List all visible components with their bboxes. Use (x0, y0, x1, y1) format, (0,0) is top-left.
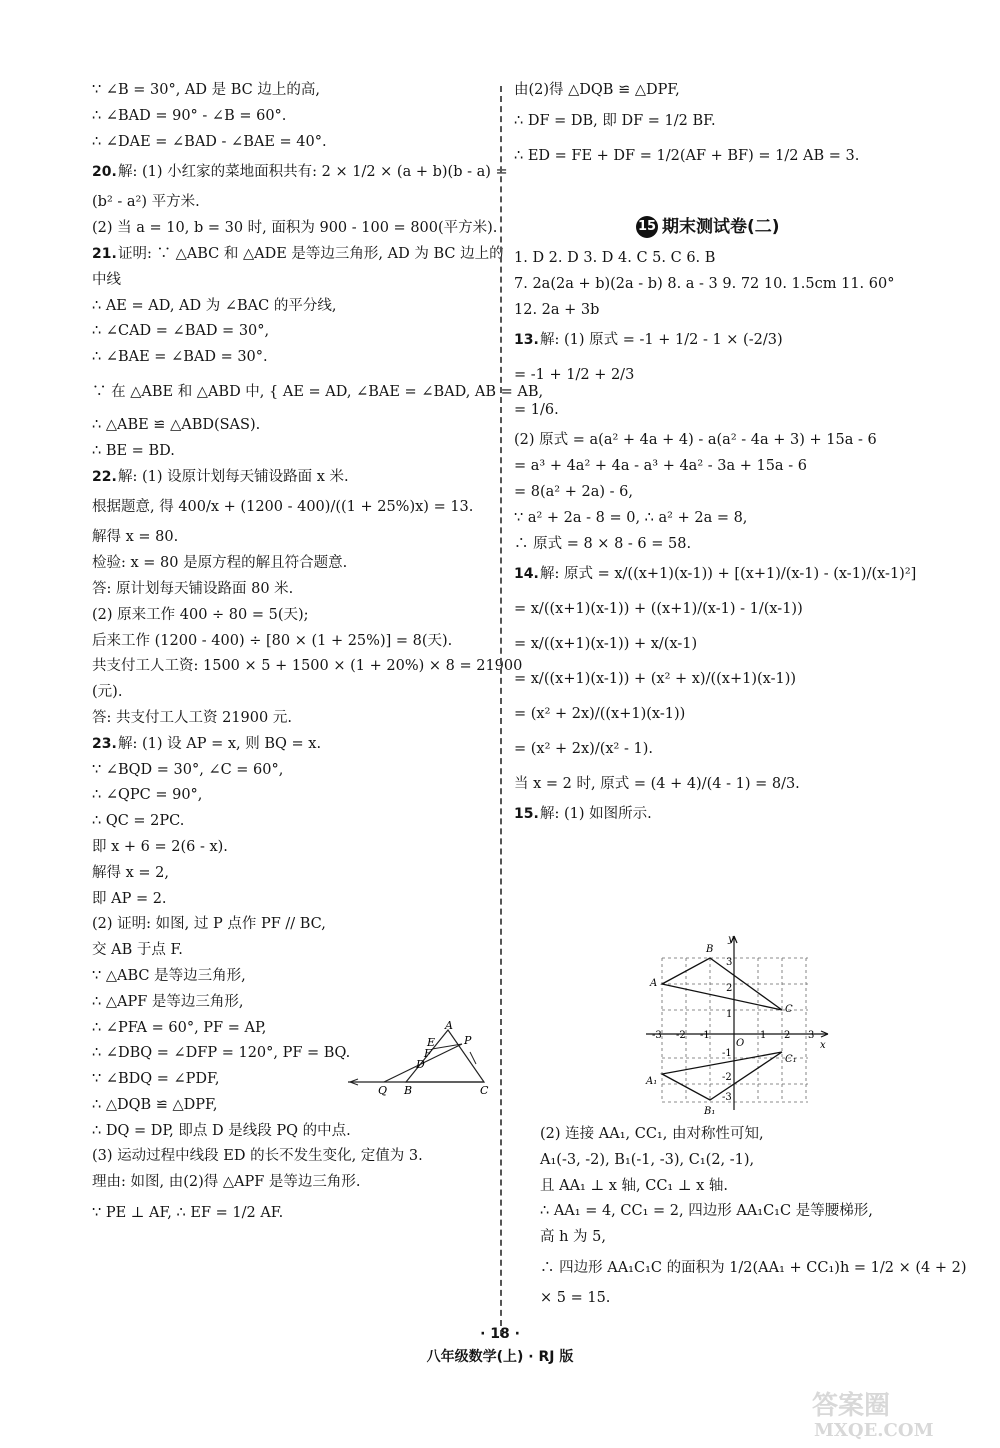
problem-number: 21. (92, 245, 117, 262)
label-D: D (416, 1058, 425, 1071)
line-text: ∵ ∠BDQ = ∠PDF, (92, 1071, 220, 1088)
left-line (92, 990, 487, 1016)
problem-number: 14. (514, 566, 539, 583)
problem-number: 20. (92, 164, 117, 181)
line-text: = a³ + 4a² + 4a - a³ + 4a² - 3a + 15a - 6 (514, 458, 807, 475)
right-line (514, 428, 914, 454)
line-text: ∴ 原式 = 8 × 8 - 6 = 58. (514, 535, 692, 552)
line-text: ∴ DQ = DP, 即点 D 是线段 PQ 的中点. (92, 1122, 351, 1139)
right-top-line (514, 104, 914, 139)
line-text: ∴ ∠DBQ = ∠DFP = 120°, PF = BQ. (92, 1045, 351, 1062)
x-tick-1: 1 (760, 1030, 767, 1041)
left-line (92, 490, 487, 525)
right-bottom-line (540, 1174, 940, 1200)
left-line (92, 1144, 487, 1170)
left-line (92, 268, 487, 294)
line-text: 7. 2a(2a + b)(2a - b) 8. a - 3 9. 72 10. 1.5cm 11. 60° (514, 275, 895, 292)
left-line (92, 629, 487, 655)
y-tick-3: 3 (726, 957, 733, 968)
line-text: 解: (1) 原式 = -1 + 1/2 - 1 × (-2/3) (540, 332, 783, 349)
line-text: 即 x + 6 = 2(6 - x). (92, 838, 228, 855)
line-text: ∴ ∠PFA = 60°, PF = AP, (92, 1019, 267, 1036)
line-text: ∵ 在 △ABE 和 △ABD 中, { AE = AD, ∠BAE = ∠BAD, AB = AB, (92, 383, 544, 400)
left-line (92, 680, 487, 706)
right-line (514, 246, 914, 272)
line-text: ∴ △ABE ≌ △ABD(SAS). (92, 416, 261, 433)
line-text: (2) 原式 = a(a² + 4a + 4) - a(a² - 4a + 3) + 15a - 6 (514, 432, 877, 449)
line-text: 后来工作 (1200 - 400) ÷ [80 × (1 + 25%)] = 8(天). (92, 632, 453, 649)
line-text: ∴ AE = AD, AD 为 ∠BAC 的平分线, (92, 297, 337, 314)
line-text: 答: 共支付工人工资 21900 元. (92, 709, 292, 726)
line-text: 中线 (92, 271, 121, 288)
line-text: 解: 原式 = x/((x+1)(x-1)) + [(x+1)/(x-1) - (x-1)/(x-1)²] (540, 566, 917, 583)
left-line (92, 465, 487, 491)
problem-number: 22. (92, 468, 117, 485)
right-column (514, 246, 917, 828)
line-text: 根据题意, 得 400/x + (1200 - 400)/((1 + 25%)x) = 13. (92, 499, 474, 516)
line-text: ∴ DF = DB, 即 DF = 1/2 BF. (514, 112, 716, 129)
page-number: · 18 · (480, 1326, 520, 1342)
line-text: 12. 2a + 3b (514, 301, 600, 318)
line-text: 证明: ∵ △ABC 和 △ADE 是等边三角形, AD 为 BC 边上的 (118, 245, 504, 262)
left-line (92, 525, 487, 551)
left-line (92, 413, 487, 439)
line-text: ∵ △ABC 是等边三角形, (92, 967, 246, 984)
line-text: (3) 运动过程中线段 ED 的长不发生变化, 定值为 3. (92, 1148, 423, 1165)
line-text: 解: (1) 设 AP = x, 则 BQ = x. (118, 735, 322, 752)
right-line (514, 802, 914, 828)
x-tick-neg1: -1 (700, 1030, 710, 1041)
point-C: C (785, 1004, 793, 1015)
left-line (92, 654, 523, 680)
right-bottom-line (540, 1148, 940, 1174)
left-line (92, 216, 498, 242)
line-text: 当 x = 2 时, 原式 = (4 + 4)/(4 - 1) = 8/3. (514, 776, 800, 793)
right-column-top (514, 78, 914, 174)
watermark-text: 答案圈 (812, 1391, 891, 1421)
line-text: = (x² + 2x)/((x+1)(x-1)) (514, 706, 686, 723)
left-line (92, 706, 487, 732)
line-text: 解: (1) 设原计划每天铺设路面 x 米. (118, 468, 349, 485)
section-title (636, 212, 780, 238)
right-line (514, 697, 914, 732)
line-text: ∵ a² + 2a - 8 = 0, ∴ a² + 2a = 8, (514, 509, 748, 526)
line-text: A₁(-3, -2), B₁(-1, -3), C₁(2, -1), (540, 1151, 755, 1168)
point-B1: B₁ (704, 1106, 716, 1117)
line-text: = x/((x+1)(x-1)) + ((x+1)/(x-1) - 1/(x-1)) (514, 601, 803, 618)
right-line (514, 662, 914, 697)
line-text: 由(2)得 △DQB ≌ △DPF, (514, 82, 680, 98)
left-line (92, 345, 487, 371)
column-divider (500, 86, 502, 1336)
line-text: ∵ PE ⊥ AF, ∴ EF = 1/2 AF. (92, 1205, 284, 1222)
left-line (92, 439, 487, 465)
point-A: A (650, 978, 658, 989)
y-tick-1: 1 (726, 1009, 733, 1020)
left-line (92, 964, 487, 990)
line-text: 答: 原计划每天铺设路面 80 米. (92, 580, 294, 597)
right-line (514, 532, 914, 558)
right-bottom-line (540, 1286, 940, 1312)
line-text: 高 h 为 5, (540, 1229, 607, 1246)
line-text: × 5 = 15. (540, 1289, 611, 1306)
line-text: (2) 当 a = 10, b = 30 时, 面积为 900 - 100 = 800(平方米). (92, 220, 498, 237)
x-tick-3: 3 (808, 1030, 815, 1041)
line-text: ∵ ∠BQD = 30°, ∠C = 60°, (92, 761, 284, 778)
left-line (92, 912, 487, 938)
x-tick-neg3: -3 (652, 1030, 662, 1041)
x-tick-2: 2 (784, 1030, 791, 1041)
line-text: (2) 原来工作 400 ÷ 80 = 5(天); (92, 606, 309, 623)
left-line (92, 835, 487, 861)
right-bottom-line (540, 1199, 940, 1225)
left-line (92, 242, 504, 268)
left-line (92, 130, 487, 156)
line-text: = -1 + 1/2 + 2/3 (514, 367, 635, 384)
left-line (92, 1119, 487, 1145)
right-line (514, 627, 914, 662)
watermark-logo (806, 1384, 986, 1440)
right-line (514, 732, 914, 767)
label-C: C (480, 1084, 489, 1097)
left-line (92, 887, 487, 913)
right-line (514, 454, 914, 480)
line-text: 检验: x = 80 是原方程的解且符合题意. (92, 555, 348, 572)
right-line (514, 767, 914, 802)
book-title: 八年级数学(上) · RJ 版 (426, 1349, 574, 1365)
right-column-bottom (540, 1122, 967, 1312)
axis-x-label: x (820, 1040, 826, 1051)
left-line (92, 294, 487, 320)
line-text: 理由: 如图, 由(2)得 △APF 是等边三角形. (92, 1174, 361, 1191)
left-line (92, 155, 508, 190)
left-line (92, 783, 487, 809)
right-bottom-line (540, 1122, 940, 1148)
right-top-line (514, 78, 914, 104)
right-top-line (514, 139, 914, 174)
origin-label: O (736, 1038, 745, 1049)
line-text: (2) 连接 AA₁, CC₁, 由对称性可知, (540, 1126, 764, 1142)
left-line (92, 603, 487, 629)
x-tick-neg2: -2 (676, 1030, 686, 1041)
line-text: ∴ QC = 2PC. (92, 813, 185, 830)
line-text: 即 AP = 2. (92, 890, 167, 907)
right-line (514, 480, 914, 506)
problem-number: 15. (514, 806, 539, 823)
right-bottom-line (540, 1225, 940, 1251)
right-line (514, 323, 914, 358)
line-text: ∴ △APF 是等边三角形, (92, 993, 244, 1010)
line-text: = (x² + 2x)/(x² - 1). (514, 741, 653, 758)
right-line (514, 557, 917, 592)
section-number-badge: 15 (636, 216, 658, 238)
right-line (514, 393, 914, 428)
label-F: F (424, 1047, 432, 1060)
left-line (92, 319, 487, 345)
line-text: ∴ BE = BD. (92, 442, 175, 459)
y-tick-neg2: -2 (722, 1072, 732, 1083)
line-text: ∴ ∠BAE = ∠BAD = 30°. (92, 349, 268, 366)
left-line (92, 577, 487, 603)
left-line (92, 938, 487, 964)
line-text: = 8(a² + 2a) - 6, (514, 483, 633, 500)
left-line (92, 1196, 487, 1231)
line-text: ∴ ∠CAD = ∠BAD = 30°, (92, 323, 270, 340)
label-E: E (427, 1036, 436, 1049)
line-text: 解: (1) 如图所示. (540, 806, 652, 823)
line-text: 解得 x = 80. (92, 529, 179, 546)
line-text: 共支付工人工资: 1500 × 5 + 1500 × (1 + 20%) × 8 = 21900 (92, 658, 523, 675)
section-title-text: 期末测试卷(二) (662, 217, 780, 237)
line-text: 解得 x = 2, (92, 864, 169, 881)
line-text: 且 AA₁ ⊥ x 轴, CC₁ ⊥ x 轴. (540, 1177, 728, 1194)
label-P: P (464, 1034, 472, 1047)
right-line (514, 358, 914, 393)
left-line (92, 371, 544, 413)
line-text: 1. D 2. D 3. D 4. C 5. C 6. B (514, 250, 716, 266)
left-line (92, 190, 487, 216)
line-text: (2) 证明: 如图, 过 P 点作 PF // BC, (92, 916, 326, 933)
line-text: (b² - a²) 平方米. (92, 194, 200, 211)
left-line (92, 758, 487, 784)
label-A: A (445, 1019, 453, 1032)
right-line (514, 592, 914, 627)
line-text: = x/((x+1)(x-1)) + x/(x-1) (514, 636, 698, 653)
left-line (92, 1170, 487, 1196)
line-text: = 1/6. (514, 402, 559, 419)
line-text: ∵ ∠B = 30°, AD 是 BC 边上的高, (92, 82, 320, 98)
point-B: B (706, 944, 714, 955)
line-text: ∴ AA₁ = 4, CC₁ = 2, 四边形 AA₁C₁C 是等腰梯形, (540, 1203, 873, 1220)
left-line (92, 809, 487, 835)
label-B: B (404, 1084, 413, 1097)
line-text: ∴ △DQB ≌ △DPF, (92, 1096, 218, 1113)
coordinate-grid-figure (642, 928, 838, 1118)
right-line (514, 506, 914, 532)
line-text: 解: (1) 小红家的菜地面积共有: 2 × 1/2 × (a + b)(b - a) = (118, 164, 508, 181)
line-text: 交 AB 于点 F. (92, 942, 183, 959)
triangle-figure (344, 1019, 494, 1098)
line-text: ∴ 四边形 AA₁C₁C 的面积为 1/2(AA₁ + CC₁)h = 1/2 × (4 + 2) (540, 1259, 967, 1276)
label-Q: Q (378, 1084, 388, 1097)
y-tick-2: 2 (726, 983, 733, 994)
line-text: ∴ ∠BAD = 90° - ∠B = 60°. (92, 107, 287, 124)
svg-text:MXQE.COM: MXQE.COM (814, 1420, 934, 1441)
left-line (92, 551, 487, 577)
left-line (92, 861, 487, 887)
line-text: ∴ ∠QPC = 90°, (92, 787, 203, 804)
problem-number: 23. (92, 735, 117, 752)
line-text: ∴ ED = FE + DF = 1/2(AF + BF) = 1/2 AB = 3. (514, 147, 860, 164)
point-C1: C₁ (785, 1054, 797, 1065)
line-text: (元). (92, 684, 123, 701)
y-tick-neg3: -3 (722, 1092, 732, 1103)
right-line (514, 298, 914, 324)
right-line (514, 272, 914, 298)
left-line (92, 732, 487, 758)
line-text: = x/((x+1)(x-1)) + (x² + x)/((x+1)(x-1)) (514, 671, 797, 688)
right-bottom-line (540, 1251, 967, 1286)
line-text: ∴ ∠DAE = ∠BAD - ∠BAE = 40°. (92, 133, 327, 150)
left-line (92, 104, 487, 130)
problem-number: 13. (514, 332, 539, 349)
left-line (92, 78, 487, 104)
axis-y-label: y (728, 934, 734, 945)
point-A1: A₁ (646, 1076, 658, 1087)
y-tick-neg1: -1 (722, 1048, 732, 1059)
